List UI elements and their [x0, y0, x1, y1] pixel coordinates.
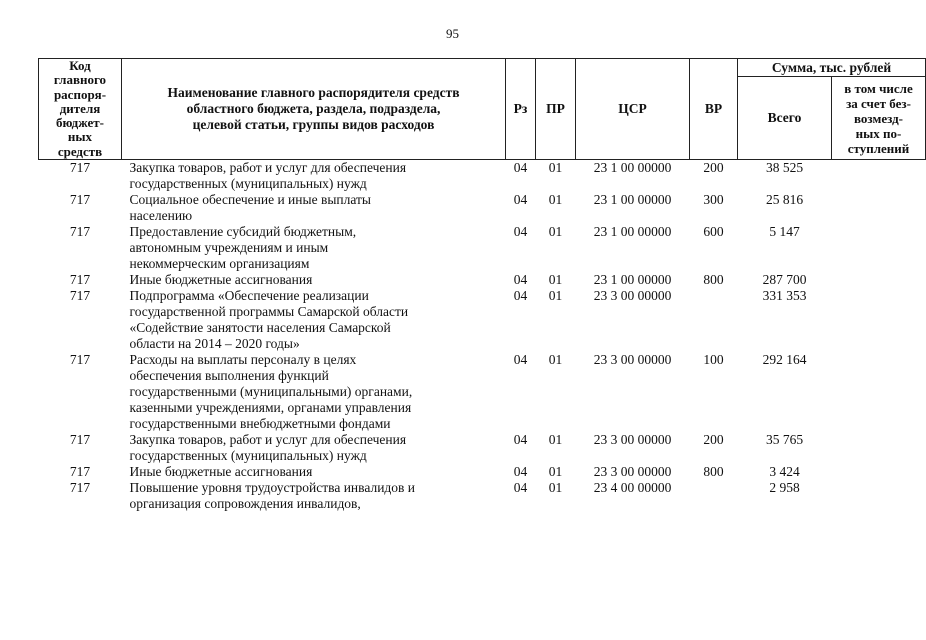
cell-name-line: Социальное обеспечение и иные выплаты	[129, 192, 371, 208]
cell-incl	[832, 272, 926, 288]
cell-csr: 23 1 00 00000	[593, 160, 672, 176]
cell-vr: 800	[703, 464, 724, 480]
cell-code: 717	[69, 352, 91, 368]
header-name	[122, 59, 506, 160]
cell-vr: 300	[703, 192, 724, 208]
cell-rz: 04	[513, 160, 528, 176]
header-incl-line: ступлений	[847, 140, 910, 156]
header-total: Всего	[738, 77, 832, 160]
cell-total: 3 424	[769, 464, 800, 480]
cell-name-line: области на 2014 – 2020 годы»	[129, 336, 300, 352]
cell-name	[122, 224, 506, 272]
cell-csr: 23 3 00 00000	[593, 464, 672, 480]
cell-csr: 23 1 00 00000	[593, 192, 672, 208]
table-row	[39, 464, 926, 480]
cell-rz: 04	[513, 480, 528, 496]
header-code-line: средств	[57, 143, 103, 159]
cell-name-line: государственными внебюджетными фондами	[129, 416, 391, 432]
cell-name	[122, 432, 506, 464]
header-incl-line: за счет без-	[846, 95, 911, 111]
cell-incl	[832, 192, 926, 224]
cell-name-line: казенными учреждениями, органами управления	[129, 400, 412, 416]
cell-name	[122, 464, 506, 480]
cell-rz: 04	[513, 464, 528, 480]
cell-vr: 600	[703, 224, 724, 240]
header-sum: Сумма, тыс. рублей	[738, 59, 926, 77]
cell-pr: 01	[548, 480, 563, 496]
page-number: 95	[446, 26, 459, 41]
cell-name-line: государственной программы Самарской области	[129, 304, 409, 320]
cell-total: 5 147	[769, 224, 800, 240]
cell-name-line: некоммерческим организациям	[129, 256, 310, 272]
cell-csr: 23 3 00 00000	[593, 288, 672, 304]
cell-incl	[832, 224, 926, 272]
table-body	[39, 160, 926, 513]
header-code	[39, 59, 122, 160]
cell-name	[122, 480, 506, 512]
header-vr: ВР	[690, 59, 738, 160]
cell-total: 38 525	[765, 160, 804, 176]
cell-name	[122, 192, 506, 224]
table-row	[39, 224, 926, 272]
cell-vr: 800	[703, 272, 724, 288]
header-pr: ПР	[536, 59, 576, 160]
cell-vr: 100	[703, 352, 724, 368]
cell-total: 35 765	[765, 432, 804, 448]
cell-pr: 01	[548, 288, 563, 304]
cell-name-line: государственных (муниципальных) нужд	[129, 176, 367, 192]
header-code-line: бюджет-	[55, 115, 104, 131]
cell-name-line: Подпрограмма «Обеспечение реализации	[129, 288, 369, 304]
cell-name-line: государственными (муниципальными) органами,	[129, 384, 413, 400]
header-name-line: Наименование главного распорядителя средств	[167, 85, 460, 101]
cell-name-line: государственных (муниципальных) нужд	[129, 448, 367, 464]
cell-vr: 200	[703, 160, 724, 176]
cell-pr: 01	[548, 160, 563, 176]
header-incl-line: возмезд-	[854, 110, 903, 126]
cell-name	[122, 288, 506, 352]
table-row	[39, 192, 926, 224]
header-incl-line: в том числе	[844, 80, 913, 96]
cell-code: 717	[69, 464, 91, 480]
cell-incl	[832, 288, 926, 352]
cell-pr: 01	[548, 432, 563, 448]
cell-incl	[832, 480, 926, 512]
cell-csr: 23 1 00 00000	[593, 272, 672, 288]
cell-total: 287 700	[762, 272, 807, 288]
cell-name-line: населению	[129, 208, 193, 224]
table-row	[39, 272, 926, 288]
cell-rz: 04	[513, 288, 528, 304]
cell-code: 717	[69, 480, 91, 496]
cell-name	[122, 272, 506, 288]
cell-code: 717	[69, 288, 91, 304]
cell-csr: 23 4 00 00000	[593, 480, 672, 496]
header-code-line: Код	[69, 58, 91, 73]
cell-total: 292 164	[762, 352, 807, 368]
cell-total: 331 353	[762, 288, 807, 304]
cell-name-line: Расходы на выплаты персоналу в целях	[129, 352, 357, 368]
header-code-line: дителя	[59, 100, 101, 116]
cell-name-line: «Содействие занятости населения Самарской	[129, 320, 391, 336]
cell-rz: 04	[513, 224, 528, 240]
header-incl-line: ных по-	[855, 125, 902, 141]
cell-total: 2 958	[769, 480, 800, 496]
header-code-line: главного	[53, 72, 107, 88]
header-rz: Рз	[506, 59, 536, 160]
cell-name-line: Иные бюджетные ассигнования	[129, 464, 313, 480]
cell-pr: 01	[548, 464, 563, 480]
cell-name-line: Закупка товаров, работ и услуг для обеспечения	[129, 160, 407, 176]
table-row	[39, 352, 926, 432]
cell-name-line: организация сопровождения инвалидов,	[129, 496, 361, 512]
cell-total: 25 816	[765, 192, 804, 208]
cell-code: 717	[69, 272, 91, 288]
cell-rz: 04	[513, 432, 528, 448]
budget-table	[38, 58, 926, 512]
cell-code: 717	[69, 224, 91, 240]
header-name-line: областного бюджета, раздела, подраздела,	[186, 101, 441, 117]
header-incl	[832, 77, 926, 160]
cell-rz: 04	[513, 352, 528, 368]
header-code-line: ных	[67, 129, 93, 145]
header-code-line: распоря-	[53, 86, 107, 102]
table-row	[39, 480, 926, 512]
cell-pr: 01	[548, 192, 563, 208]
cell-name-line: Закупка товаров, работ и услуг для обеспечения	[129, 432, 407, 448]
cell-name	[122, 160, 506, 193]
cell-code: 717	[69, 432, 91, 448]
cell-vr: 200	[703, 432, 724, 448]
cell-name-line: обеспечения выполнения функций	[129, 368, 329, 384]
cell-csr: 23 1 00 00000	[593, 224, 672, 240]
table-row	[39, 432, 926, 464]
cell-incl	[832, 464, 926, 480]
cell-vr	[690, 480, 738, 512]
header-name-line: целевой статьи, группы видов расходов	[192, 117, 435, 133]
cell-csr: 23 3 00 00000	[593, 432, 672, 448]
cell-name-line: Повышение уровня трудоустройства инвалидов и	[129, 480, 416, 496]
cell-code: 717	[69, 160, 91, 176]
cell-rz: 04	[513, 272, 528, 288]
cell-name-line: Предоставление субсидий бюджетным,	[129, 224, 357, 240]
header-csr: ЦСР	[576, 59, 690, 160]
cell-pr: 01	[548, 352, 563, 368]
cell-name	[122, 352, 506, 432]
cell-pr: 01	[548, 272, 563, 288]
cell-incl	[832, 160, 926, 193]
cell-name-line: Иные бюджетные ассигнования	[129, 272, 313, 288]
table-row	[39, 288, 926, 352]
cell-code: 717	[69, 192, 91, 208]
cell-rz: 04	[513, 192, 528, 208]
cell-name-line: автономным учреждениям и иным	[129, 240, 329, 256]
cell-vr	[690, 288, 738, 352]
cell-incl	[832, 432, 926, 464]
cell-pr: 01	[548, 224, 563, 240]
cell-csr: 23 3 00 00000	[593, 352, 672, 368]
table-header	[39, 59, 926, 160]
table-row	[39, 160, 926, 193]
cell-incl	[832, 352, 926, 432]
